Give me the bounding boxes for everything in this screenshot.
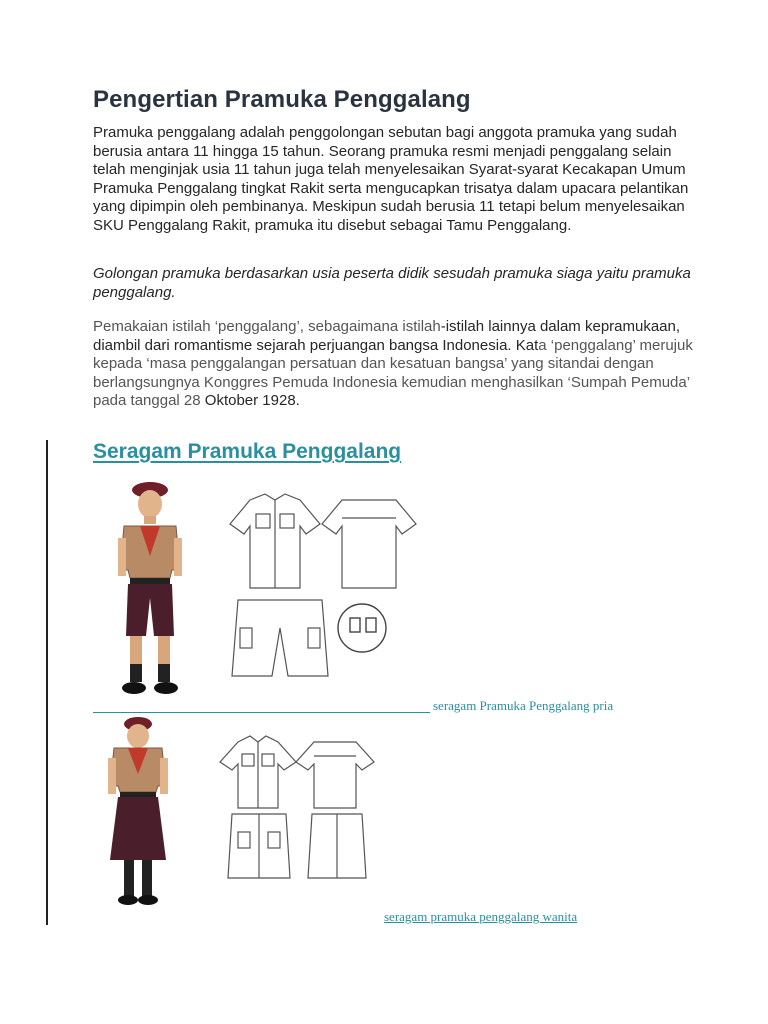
skirt-back-drawing [308,814,366,878]
shorts-drawing [232,600,328,676]
female-uniform-figure [100,712,410,912]
paragraph-definition: Pramuka penggalang adalah penggolongan sebutan bagi anggota pramuka yang sudah berusia antara 11 hingga 15 tahun. Seorang pramuka resmi menjadi penggalang selain telah menginjak usia 11 tahun juga telah menyelesaikan Syarat-syarat Kecakapan Umum Pramuka Penggalang tingkat Rakit serta mengucapkan trisatya dalam upacara pelantikan yang dipimpin oleh pembinanya. Meskipun sudah berusia 11 tetapi belum menyelesaikan SKU Penggalang Rakit, pramuka itu disebut sebagai Tamu Penggalang. [93,124,689,234]
paragraph-history [93,318,693,411]
male-uniform-figure [110,478,440,710]
page-title: Pengertian Pramuka Penggalang [93,86,471,113]
paragraph-history-part2: -istilah lainnya dalam kepramukaan, diambil dari romantisme sejarah perjuangan bangsa Indonesia. Kat [93,318,681,354]
paragraph-history-part3: a ‘penggalang’ merujuk kepada ‘masa penggalangan persatuan dan kesatuan bangsa’ yang sitandai dengan berlangsungnya Konggres Pemuda Indonesia kemudian menghasilkan ‘Sumpah Pemuda’ pada tanggal 28 [93,336,693,409]
blouse-back-drawing [296,742,374,808]
paragraph-classification: Golongan pramuka berdasarkan usia peserta didik sesudah pramuka siaga yaitu pramuka penggalang. [93,265,691,301]
margin-rule [46,440,48,925]
section-heading-link[interactable]: Seragam Pramuka Penggalang [93,440,402,463]
paragraph-history-part1: Pemakaian istilah ‘penggalang’, sebagaimana istilah [93,318,441,335]
male-scout-illustration [118,482,182,694]
skirt-front-drawing [228,814,290,878]
blouse-front-drawing [220,736,296,808]
shirt-back-drawing [322,500,416,588]
caption-male-link[interactable]: seragam Pramuka Penggalang pria [433,698,614,713]
shirt-front-drawing [230,494,320,588]
detail-circle-drawing [338,604,386,652]
female-scout-illustration [108,717,168,905]
paragraph-history-part4: Oktober 1928. [204,392,300,409]
caption-female-link[interactable]: seragam pramuka penggalang wanita [384,909,578,924]
